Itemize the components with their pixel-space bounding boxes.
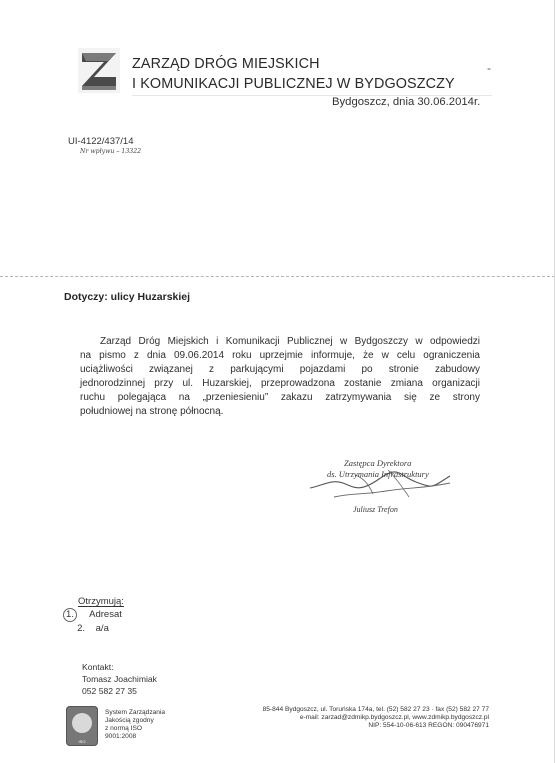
certification-seal-icon <box>72 713 92 733</box>
signature-role-line-1: Zastępca Dyrektora <box>344 458 412 468</box>
reference-number: UI-4122/437/14 <box>68 136 134 147</box>
certification-text <box>105 709 165 741</box>
recipient-item <box>63 608 124 622</box>
letter-body <box>80 335 480 419</box>
reference-subnumber: Nr wpływu – 13322 <box>80 148 142 155</box>
body-line-1: Zarząd Dróg Miejskich i Komunikacji Publicznej w Bydgoszczy w odpowiedzi <box>100 336 480 347</box>
fold-line <box>0 276 555 277</box>
margin-mark: - <box>487 61 491 75</box>
recipients-list <box>63 596 124 635</box>
footer-address-line-3: NIP: 554-10-06-613 REGON: 090476971 <box>368 722 489 729</box>
body-line-5: ruchu polegająca na „przeniesieniu” zakazu zatrzymywania się ze strony <box>80 392 480 403</box>
organization-name-line-2: I KOMUNIKACJI PUBLICZNEJ W BYDGOSZCZY <box>132 76 455 92</box>
recipient-number: 1. <box>63 608 77 622</box>
signature-role-line-2: ds. Utrzymania Infrastruktury <box>327 469 429 479</box>
certification-logo-mark: ISO <box>78 739 86 744</box>
redacted-address-block <box>316 186 447 256</box>
signature-name: Juliusz Trefon <box>353 505 398 514</box>
recipient-item <box>63 623 124 635</box>
footer-address <box>263 706 489 730</box>
body-line-3: uciążliwości związanej z parkującymi pojazdami po stronie zabudowy <box>80 364 480 375</box>
footer-address-line-1: 85-844 Bydgoszcz, ul. Toruńska 174a, tel. (52) 582 27 23 · fax (52) 582 27 77 <box>262 706 489 713</box>
body-line-4: jednorodzinnej przy ul. Huzarskiej, przeprowadzona zostanie zmiana organizacji <box>80 378 480 389</box>
organization-logo <box>78 48 120 93</box>
body-line-6: południowej na stronę północną. <box>80 406 224 417</box>
certification-line-4: 9001:2008 <box>105 733 137 740</box>
footer-address-line-2: e-mail: zarzad@zdmikp.bydgoszcz.pl, www.zdmikp.bydgoszcz.pl <box>299 714 489 721</box>
recipient-number: 2. <box>77 623 85 634</box>
subject-line: Dotyczy: ulicy Huzarskiej <box>64 291 191 303</box>
recipients-title: Otrzymują: <box>78 596 124 607</box>
contact-label: Kontakt: <box>82 662 114 672</box>
certification-line-1: System Zarządzania <box>105 709 166 716</box>
recipient-label: a/a <box>95 623 109 634</box>
recipient-label: Adresat <box>89 609 122 620</box>
organization-name-line-1: ZARZĄD DRÓG MIEJSKICH <box>132 56 320 72</box>
contact-name: Tomasz Joachimiak <box>82 674 157 684</box>
organization-name <box>132 54 455 94</box>
contact-block <box>82 661 157 697</box>
contact-phone: 052 582 27 35 <box>82 686 137 696</box>
place-date: Bydgoszcz, dnia 30.06.2014r. <box>332 96 481 108</box>
certification-line-3: z normą ISO <box>105 725 143 732</box>
body-line-2: na pismo z dnia 09.06.2014 roku uprzejmie informuje, że w celu ograniczenia <box>80 350 480 361</box>
certification-logo <box>66 706 98 746</box>
signature-block <box>300 458 470 528</box>
certification-line-2: Jakością zgodny <box>105 717 154 724</box>
